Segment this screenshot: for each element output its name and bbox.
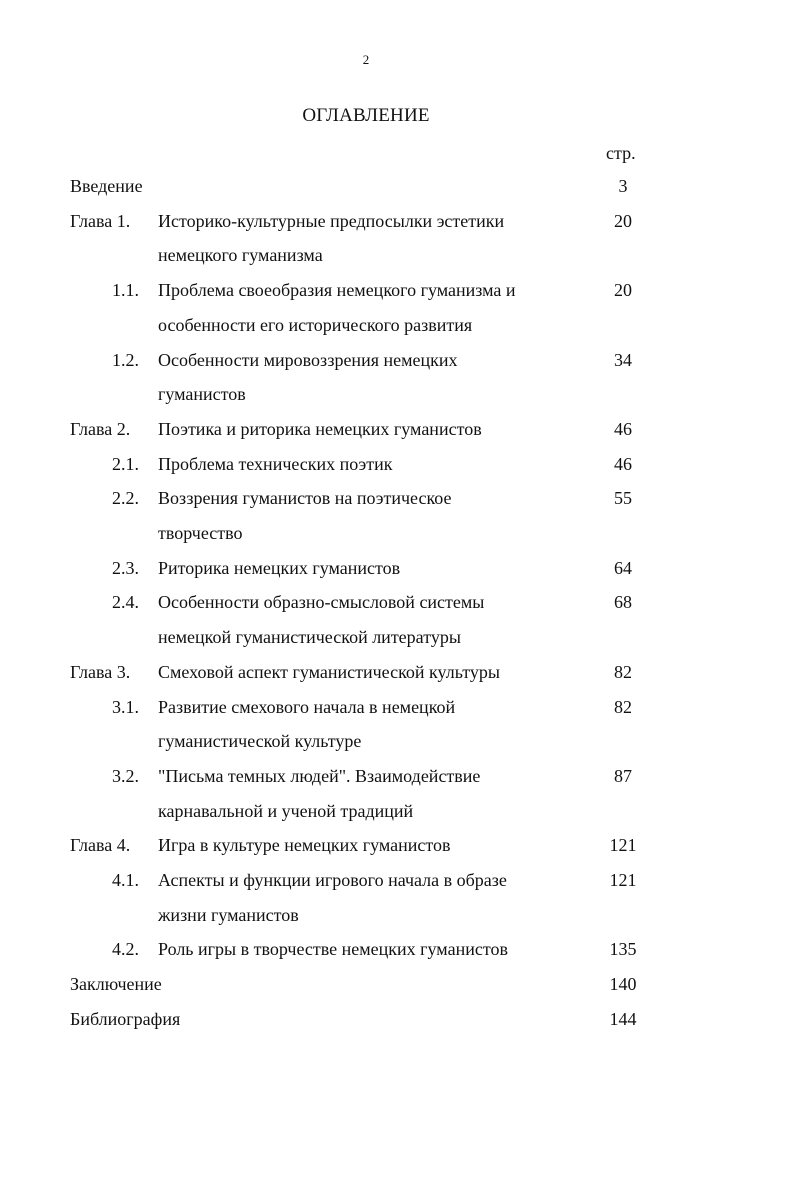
entry-title-line: немецкого гуманизма: [158, 245, 323, 266]
entry-title-line: гуманистов: [158, 384, 246, 405]
section-number: 1.1.: [112, 280, 139, 301]
entry-title-line: Смеховой аспект гуманистической культуры: [158, 661, 500, 682]
entry-page-number: 140: [609, 974, 637, 995]
entry-title-line: Историко-культурные предпосылки эстетики: [158, 210, 505, 231]
entry-page-number: 20: [614, 280, 632, 301]
entry-page-number: 121: [609, 835, 637, 856]
entry-page-number: 82: [614, 696, 632, 717]
entry-page-number: 87: [614, 765, 632, 786]
section-number: 4.1.: [112, 870, 139, 890]
entry-title-line: Особенности образно-смысловой системы: [158, 592, 485, 613]
entry-page-number: 135: [609, 939, 637, 960]
entry-page-number: 55: [614, 488, 632, 509]
entry-page-number: 46: [614, 418, 632, 439]
entry-title-line: Библиография: [70, 1008, 181, 1029]
entry-title-line: Воззрения гуманистов на поэтическое: [158, 488, 452, 509]
page-column-header: стр.: [606, 143, 636, 163]
entry-page-number: 3: [618, 176, 628, 196]
entry-title-line: Особенности мировоззрения немецких: [158, 349, 458, 370]
section-number: 2.4.: [112, 592, 139, 613]
section-number: 4.2.: [112, 939, 139, 960]
entry-page-number: 68: [614, 592, 632, 613]
entry-page-number: 144: [609, 1008, 637, 1029]
entry-title-line: Введение: [70, 176, 143, 196]
entry-page-number: 46: [614, 453, 632, 474]
section-number: 2.3.: [112, 557, 139, 578]
entry-title-line: творчество: [158, 523, 243, 543]
entry-title-line: Игра в культуре немецких гуманистов: [158, 835, 451, 856]
section-number: 2.1.: [112, 453, 139, 474]
entry-title-line: жизни гуманистов: [158, 904, 299, 925]
entry-page-number: 64: [614, 557, 632, 578]
section-number: 3.2.: [112, 765, 139, 786]
entry-title-line: гуманистической культуре: [158, 731, 362, 752]
entry-title-line: Риторика немецких гуманистов: [158, 557, 401, 578]
section-number: 1.2.: [112, 349, 139, 370]
entry-page-number: 34: [614, 349, 632, 370]
entry-page-number: 20: [614, 210, 632, 231]
entry-title-line: Роль игры в творчестве немецких гуманистов: [158, 939, 508, 960]
section-number: 2.2.: [112, 488, 139, 509]
entry-title-line: "Письма темных людей". Взаимодействие: [158, 765, 481, 786]
chapter-number: Глава 1.: [70, 210, 131, 231]
chapter-number: Глава 4.: [70, 835, 131, 856]
section-number: 3.1.: [112, 696, 139, 717]
entry-title-line: Проблема технических поэтик: [158, 453, 393, 474]
entry-title-line: Поэтика и риторика немецких гуманистов: [158, 418, 482, 439]
entry-title-line: Заключение: [70, 974, 162, 995]
entry-title-line: Развитие смехового начала в немецкой: [158, 696, 456, 717]
entry-title-line: немецкой гуманистической литературы: [158, 627, 461, 648]
toc-title: ОГЛАВЛЕНИЕ: [302, 105, 430, 126]
entry-title-line: карнавальной и ученой традиций: [158, 800, 414, 821]
entry-page-number: 121: [609, 870, 637, 890]
entry-title-line: Проблема своеобразия немецкого гуманизма и: [158, 280, 516, 301]
chapter-number: Глава 3.: [70, 661, 131, 682]
entry-title-line: Аспекты и функции игрового начала в образе: [158, 870, 507, 890]
entry-title-line: особенности его исторического развития: [158, 314, 473, 335]
page-number: 2: [362, 52, 370, 67]
entry-page-number: 82: [614, 661, 632, 682]
chapter-number: Глава 2.: [70, 418, 131, 439]
